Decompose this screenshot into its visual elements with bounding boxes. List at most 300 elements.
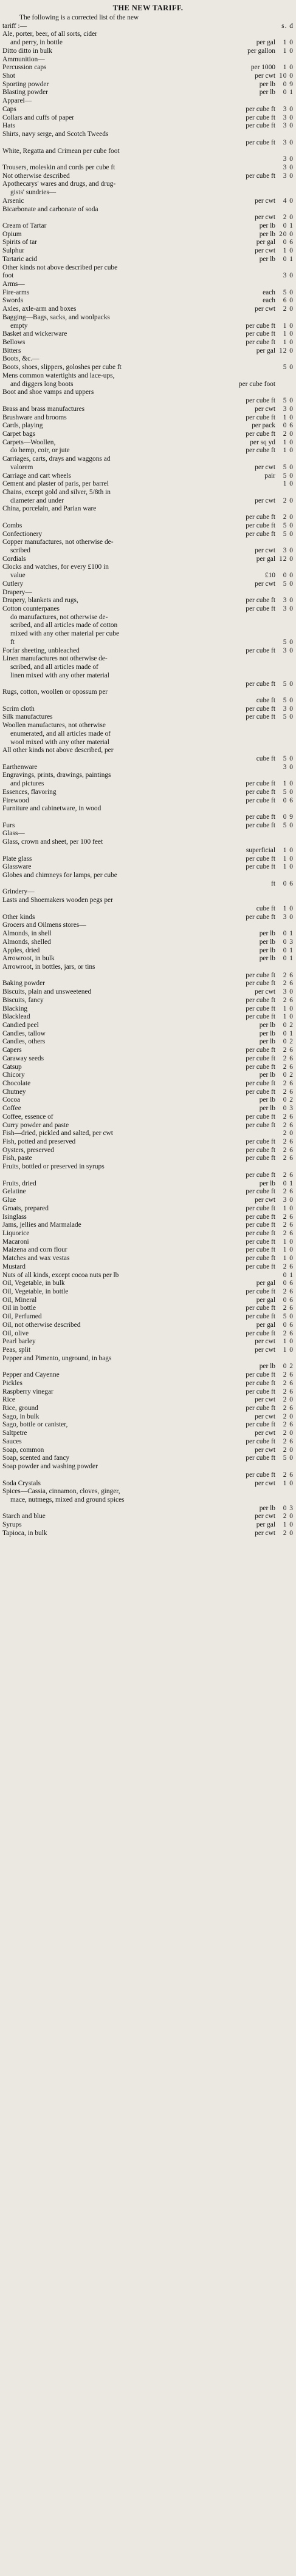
tariff-line: [2, 1055, 294, 1063]
duty-unit: per cube ft: [246, 1454, 275, 1462]
tariff-line: [2, 381, 294, 389]
duty-unit: per cube ft: [246, 1054, 275, 1062]
duty-amount: 2 6: [283, 1263, 294, 1270]
duty-amount: 5 0: [283, 713, 294, 721]
item-text: mace, nutmegs, mixed and ground spices: [10, 1496, 125, 1503]
item-text: Oil, Vegetable, in bulk: [2, 1280, 65, 1287]
tariff-line: [2, 1471, 294, 1480]
tariff-line: [2, 963, 294, 972]
item-text: Cards, playing: [2, 422, 43, 430]
item-text: Maizena and corn flour: [2, 1246, 67, 1254]
duty-unit: per lb: [259, 1038, 275, 1046]
tariff-line: [2, 1505, 294, 1513]
duty-unit: per lb: [259, 89, 275, 97]
duty-unit: per cube ft: [246, 1255, 275, 1263]
duty-amount: 2 6: [283, 1080, 294, 1087]
tariff-line: [2, 1113, 294, 1122]
tariff-line: [2, 388, 294, 397]
tariff-line: [2, 1154, 294, 1163]
item-text: empty: [10, 322, 28, 330]
duty-unit: per cube ft: [246, 1471, 275, 1479]
duty-unit: per gal: [256, 1280, 275, 1287]
duty-amount: 0 0: [283, 572, 294, 580]
tariff-line: [2, 838, 294, 847]
tariff-line: [2, 580, 294, 589]
tariff-line: [2, 397, 294, 405]
item-text: Soda Crystals: [2, 1479, 41, 1487]
item-text: Fire-arms: [2, 288, 30, 296]
item-text: and pictures: [10, 780, 44, 788]
tariff-line: [2, 597, 294, 605]
duty-amount: 3 0: [283, 272, 294, 280]
item-text: Opium: [2, 230, 22, 238]
item-text: Apparel—: [2, 97, 32, 105]
item-text: Ammunition—: [2, 55, 45, 63]
tariff-list: [2, 14, 294, 1538]
item-text: Tapioca, in bulk: [2, 1529, 47, 1537]
duty-unit: per lb: [259, 1096, 275, 1104]
duty-unit: per cube ft: [246, 1046, 275, 1054]
item-text: Fish, potted and preserved: [2, 1138, 76, 1146]
duty-unit: per cube ft: [246, 1146, 275, 1154]
tariff-line: [2, 1304, 294, 1313]
item-text: Other kinds not above described per cube: [2, 263, 118, 271]
tariff-line: [2, 280, 294, 289]
item-text: Fish, paste: [2, 1154, 32, 1162]
item-text: do hemp, coir, or jute: [10, 447, 70, 455]
item-text: scribed: [10, 547, 30, 554]
item-text: Matches and wax vestas: [2, 1255, 70, 1263]
tariff-line: [2, 771, 294, 780]
tariff-line: [2, 14, 294, 22]
duty-amount: 1 0: [283, 863, 294, 871]
duty-amount: 3 0: [283, 1196, 294, 1204]
item-text: Pepper and Cayenne: [2, 1371, 60, 1379]
duty-amount: 2 6: [283, 1405, 294, 1412]
tariff-line: [2, 622, 294, 630]
tariff-line: [2, 913, 294, 922]
tariff-line: [2, 1171, 294, 1180]
tariff-line: [2, 739, 294, 747]
tariff-line: [2, 1071, 294, 1080]
tariff-line: [2, 480, 294, 489]
duty-unit: per cube ft: [246, 339, 275, 347]
item-text: Starch and blue: [2, 1513, 46, 1520]
tariff-line: [2, 414, 294, 422]
duty-unit: per cwt: [255, 1479, 275, 1487]
tariff-line: [2, 972, 294, 980]
duty-amount: 1 0: [283, 1238, 294, 1246]
duty-unit: ft: [271, 880, 275, 887]
duty-unit: per cube ft: [246, 1204, 275, 1212]
tariff-line: [2, 39, 294, 47]
item-text: Almonds, in shell: [2, 930, 52, 938]
item-text: valorem: [10, 463, 33, 471]
duty-unit: per pack: [252, 422, 275, 430]
item-text: Confectionery: [2, 530, 43, 538]
item-text: Bagging—Bags, sacks, and woolpacks: [2, 313, 110, 321]
duty-unit: per cube ft: [246, 646, 275, 654]
item-text: Chutney: [2, 1088, 26, 1096]
duty-amount: 3 0: [283, 172, 294, 180]
item-text: Cutlery: [2, 580, 24, 588]
duty-amount: 2 0: [283, 1446, 294, 1454]
item-text: Globes and chimneys for lamps, per cube: [2, 872, 117, 880]
duty-amount: 5 0: [283, 521, 294, 529]
item-text: and diggers long boots: [10, 380, 74, 388]
duty-unit: per lb: [259, 222, 275, 229]
tariff-line: [2, 938, 294, 947]
tariff-line: [2, 1038, 294, 1046]
tariff-line: [2, 614, 294, 622]
duty-amount: 2 0: [283, 1429, 294, 1437]
item-text: Oil, Perfumed: [2, 1313, 42, 1321]
tariff-line: [2, 930, 294, 938]
duty-amount: 3 0: [283, 988, 294, 996]
duty-amount: 2 6: [283, 1121, 294, 1129]
item-text: Grindery—: [2, 888, 35, 896]
duty-amount: 1 0: [283, 1479, 294, 1487]
tariff-line: [2, 980, 294, 988]
duty-amount: 3 0: [283, 122, 294, 130]
item-text: Chicory: [2, 1071, 25, 1079]
tariff-line: [2, 855, 294, 864]
duty-amount: 0 2: [283, 1038, 294, 1046]
item-text: Soap, scented and fancy: [2, 1454, 70, 1462]
tariff-line: [2, 289, 294, 297]
duty-unit: per lb: [259, 255, 275, 263]
duty-amount: 2 6: [283, 1388, 294, 1395]
tariff-line: [2, 1463, 294, 1471]
duty-unit: per gal: [256, 347, 275, 354]
tariff-line: [2, 1330, 294, 1338]
duty-amount: 5 0: [283, 580, 294, 588]
item-text: Scrim cloth: [2, 705, 35, 713]
item-text: Percussion caps: [2, 64, 47, 72]
duty-unit: per cube ft: [246, 1421, 275, 1429]
duty-unit: per cwt: [255, 463, 275, 471]
item-text: Pearl barley: [2, 1338, 36, 1346]
duty-amount: 0 6: [283, 796, 294, 804]
tariff-line: [2, 505, 294, 514]
duty-unit: per cube ft: [246, 1138, 275, 1146]
duty-amount: 2 0: [283, 1396, 294, 1404]
duty-amount: 1 0: [283, 413, 294, 421]
duty-amount: 0 1: [283, 1271, 294, 1279]
tariff-line: [2, 1263, 294, 1272]
duty-unit: per cube ft: [246, 863, 275, 871]
item-text: Bitters: [2, 347, 21, 354]
duty-unit: per lb: [259, 1029, 275, 1037]
item-text: Blasting powder: [2, 89, 48, 97]
item-text: Glassware: [2, 863, 32, 871]
tariff-line: [2, 1063, 294, 1072]
tariff-line: [2, 1380, 294, 1388]
tariff-line: [2, 764, 294, 772]
duty-unit: per cube ft: [246, 1005, 275, 1012]
duty-unit: cube ft: [256, 754, 275, 762]
duty-unit: per cube ft: [246, 821, 275, 829]
tariff-line: [2, 1130, 294, 1138]
tariff-line: [2, 155, 294, 164]
duty-amount: 5 0: [283, 821, 294, 829]
duty-unit: per cube ft: [246, 1313, 275, 1321]
tariff-line: [2, 1338, 294, 1346]
duty-unit: per sq yd: [250, 438, 275, 446]
item-text: Shirts, navy serge, and Scotch Tweeds: [2, 130, 109, 138]
duty-unit: per lb: [259, 1179, 275, 1187]
tariff-line: [2, 405, 294, 414]
item-text: Baking powder: [2, 980, 45, 988]
duty-amount: 5 0: [283, 754, 294, 762]
tariff-line: [2, 180, 294, 189]
item-text: Carriages, carts, drays and waggons ad: [2, 455, 111, 463]
tariff-line: [2, 256, 294, 264]
duty-amount: 5 0: [283, 696, 294, 704]
duty-amount: 6 0: [283, 297, 294, 305]
duty-amount: 1 0: [283, 855, 294, 863]
duty-amount: 1 0: [283, 1013, 294, 1021]
tariff-line: [2, 1013, 294, 1022]
tariff-line: [2, 805, 294, 813]
duty-unit: per cube ft: [246, 788, 275, 796]
tariff-line: [2, 572, 294, 580]
duty-amount: 3 0: [283, 597, 294, 605]
tariff-line: [2, 330, 294, 339]
duty-amount: 0 6: [283, 1296, 294, 1304]
duty-unit: per cube ft: [246, 1246, 275, 1254]
item-text: Carriage and cart wheels: [2, 472, 71, 480]
item-text: linen mixed with any other material: [10, 671, 109, 679]
duty-amount: 2 6: [283, 1054, 294, 1062]
duty-amount: 5 0: [283, 680, 294, 688]
tariff-line: [2, 239, 294, 247]
duty-unit: per cube ft: [246, 1121, 275, 1129]
tariff-line: [2, 72, 294, 81]
duty-unit: per cube ft: [246, 530, 275, 538]
item-text: Drapery—: [2, 588, 32, 596]
duty-amount: 3 0: [283, 913, 294, 921]
duty-amount: 2 6: [283, 1063, 294, 1071]
tariff-line: [2, 222, 294, 231]
duty-amount: 2 6: [283, 1379, 294, 1387]
item-text: Apples, dried: [2, 946, 40, 954]
duty-unit: per gal: [256, 1321, 275, 1329]
tariff-line: [2, 430, 294, 439]
duty-unit: per gal: [256, 239, 275, 246]
duty-amount: 0 2: [283, 1096, 294, 1104]
duty-amount: 2 6: [283, 1221, 294, 1229]
tariff-line: [2, 355, 294, 364]
tariff-line: [2, 522, 294, 530]
item-text: Bellows: [2, 339, 26, 347]
duty-unit: per cube ft: [246, 138, 275, 146]
tariff-line: [2, 206, 294, 214]
item-text: scribed, and all articles made of: [10, 663, 98, 671]
item-text: Blacking: [2, 1005, 28, 1012]
item-text: mixed with any other material per cube: [10, 630, 120, 638]
tariff-line: [2, 1255, 294, 1263]
item-text: Sago, in bulk: [2, 1412, 40, 1420]
tariff-line: [2, 464, 294, 472]
duty-amount: 1 0: [283, 447, 294, 455]
duty-unit: per cube ft: [246, 971, 275, 979]
duty-unit: per cube ft: [246, 447, 275, 455]
duty-unit: cube ft: [256, 696, 275, 704]
duty-unit: per lb: [259, 1504, 275, 1512]
item-text: Groats, prepared: [2, 1204, 49, 1212]
item-text: Mustard: [2, 1263, 26, 1270]
duty-unit: each: [263, 297, 275, 305]
tariff-line: [2, 97, 294, 106]
duty-unit: per cwt: [255, 197, 275, 205]
item-text: Candles, tallow: [2, 1029, 46, 1037]
item-text: Sauces: [2, 1437, 22, 1445]
item-text: Macaroni: [2, 1238, 29, 1246]
duty-unit: per cwt: [255, 988, 275, 996]
item-text: Arrowroot, in bulk: [2, 955, 55, 963]
duty-amount: 4 0: [283, 197, 294, 205]
item-text: Other kinds: [2, 913, 35, 921]
item-text: Copper manufactures, not otherwise de-: [2, 538, 114, 546]
item-text: Spirits of tar: [2, 239, 37, 246]
tariff-line: [2, 147, 294, 156]
duty-unit: per cube ft: [246, 114, 275, 121]
tariff-line: [2, 81, 294, 89]
tariff-line: [2, 1105, 294, 1113]
duty-amount: 0 3: [283, 1504, 294, 1512]
tariff-line: [2, 1213, 294, 1222]
duty-amount: 0 1: [283, 255, 294, 263]
duty-amount: 2 6: [283, 996, 294, 1004]
duty-amount: 3 0: [283, 105, 294, 113]
item-text: Arms—: [2, 280, 25, 288]
duty-unit: per cwt: [255, 1529, 275, 1537]
tariff-line: [2, 1138, 294, 1147]
duty-unit: per cwt: [255, 1446, 275, 1454]
item-text: Chocolate: [2, 1080, 31, 1087]
tariff-line: [2, 722, 294, 730]
duty-amount: 1 0: [283, 1246, 294, 1254]
item-text: Carpet bags: [2, 430, 36, 438]
duty-amount: 2 6: [283, 971, 294, 979]
tariff-line: [2, 1005, 294, 1014]
item-text: Candles, others: [2, 1038, 46, 1046]
duty-unit: per lb: [259, 938, 275, 946]
duty-unit: per cube ft: [246, 605, 275, 613]
duty-unit: per cube ft: [246, 1171, 275, 1179]
item-text: wool mixed with any other material: [10, 738, 109, 746]
tariff-line: [2, 955, 294, 963]
duty-unit: per cube ft: [246, 1113, 275, 1120]
duty-amount: 1 0: [283, 1204, 294, 1212]
item-text: Catsup: [2, 1063, 22, 1071]
tariff-line: [2, 122, 294, 130]
tariff-line: [2, 547, 294, 555]
item-text: Sulphur: [2, 247, 25, 255]
duty-amount: 2 6: [283, 1088, 294, 1096]
duty-unit: per cube ft: [246, 1063, 275, 1071]
duty-amount: 0 1: [283, 930, 294, 938]
duty-unit: per cube ft: [246, 796, 275, 804]
item-text: Hats: [2, 122, 15, 130]
item-text: Isinglass: [2, 1213, 27, 1221]
duty-unit: per cwt: [255, 1396, 275, 1404]
duty-amount: 5 0: [283, 530, 294, 538]
tariff-line: [2, 555, 294, 564]
item-text: Boots, &c.—: [2, 355, 40, 363]
duty-amount: 1 0: [283, 904, 294, 912]
item-text: Basket and wickerware: [2, 330, 67, 338]
tariff-line: [2, 1238, 294, 1247]
item-text: Cream of Tartar: [2, 222, 47, 229]
duty-amount: 5 0: [283, 364, 294, 371]
item-text: Boot and shoe vamps and uppers: [2, 388, 94, 396]
tariff-line: [2, 172, 294, 181]
tariff-line: [2, 1446, 294, 1455]
duty-amount: 0 2: [283, 1021, 294, 1029]
duty-unit: per cube ft: [246, 855, 275, 863]
duty-amount: 0 1: [283, 222, 294, 229]
duty-amount: 2 6: [283, 1304, 294, 1312]
duty-amount: 2 0: [283, 305, 294, 313]
duty-amount: s. d: [281, 22, 294, 30]
item-text: Oil, Mineral: [2, 1296, 37, 1304]
duty-unit: per cube ft: [246, 521, 275, 529]
tariff-line: [2, 813, 294, 822]
duty-amount: 0 1: [283, 946, 294, 954]
duty-unit: per cwt: [255, 405, 275, 413]
item-text: Furniture and cabinetware, in wood: [2, 805, 102, 813]
item-text: Gelatine: [2, 1188, 26, 1196]
duty-unit: per 1000: [250, 64, 275, 72]
item-text: Oil, olive: [2, 1329, 29, 1337]
tariff-line: [2, 106, 294, 114]
tariff-line: [2, 747, 294, 755]
item-text: Spices—Cassia, cinnamon, cloves, ginger,: [2, 1488, 120, 1496]
item-text: do manufactures, not otherwise de-: [10, 613, 108, 621]
item-text: Caraway seeds: [2, 1054, 44, 1062]
tariff-line: [2, 1221, 294, 1230]
duty-unit: per cwt: [255, 72, 275, 80]
item-text: Shot: [2, 72, 15, 80]
item-text: value: [10, 572, 26, 580]
item-text: Fruits, bottled or preserved in syrups: [2, 1163, 105, 1171]
duty-unit: per cube ft: [246, 913, 275, 921]
item-text: Clocks and watches, for every £100 in: [2, 563, 109, 571]
duty-unit: per cube ft: [246, 1329, 275, 1337]
duty-unit: per lb: [259, 1021, 275, 1029]
item-text: Lasts and Shoemakers wooden pegs per: [2, 897, 113, 904]
duty-amount: 2 6: [283, 1113, 294, 1120]
tariff-line: [2, 655, 294, 663]
tariff-line: [2, 64, 294, 72]
duty-unit: per cube ft: [246, 1379, 275, 1387]
tariff-line: [2, 372, 294, 381]
item-text: gists' sundries—: [10, 189, 57, 197]
duty-unit: per cube ft: [246, 430, 275, 438]
tariff-line: [2, 605, 294, 614]
duty-amount: 1 0: [283, 322, 294, 330]
tariff-line: [2, 947, 294, 955]
tariff-line: [2, 1147, 294, 1155]
duty-unit: per lb: [259, 930, 275, 938]
tariff-line: [2, 888, 294, 897]
article-title: THE NEW TARIFF.: [112, 4, 184, 12]
item-text: Carpets—Woollen,: [2, 438, 56, 446]
duty-amount: 1 0: [283, 1521, 294, 1529]
tariff-line: [2, 1496, 294, 1505]
